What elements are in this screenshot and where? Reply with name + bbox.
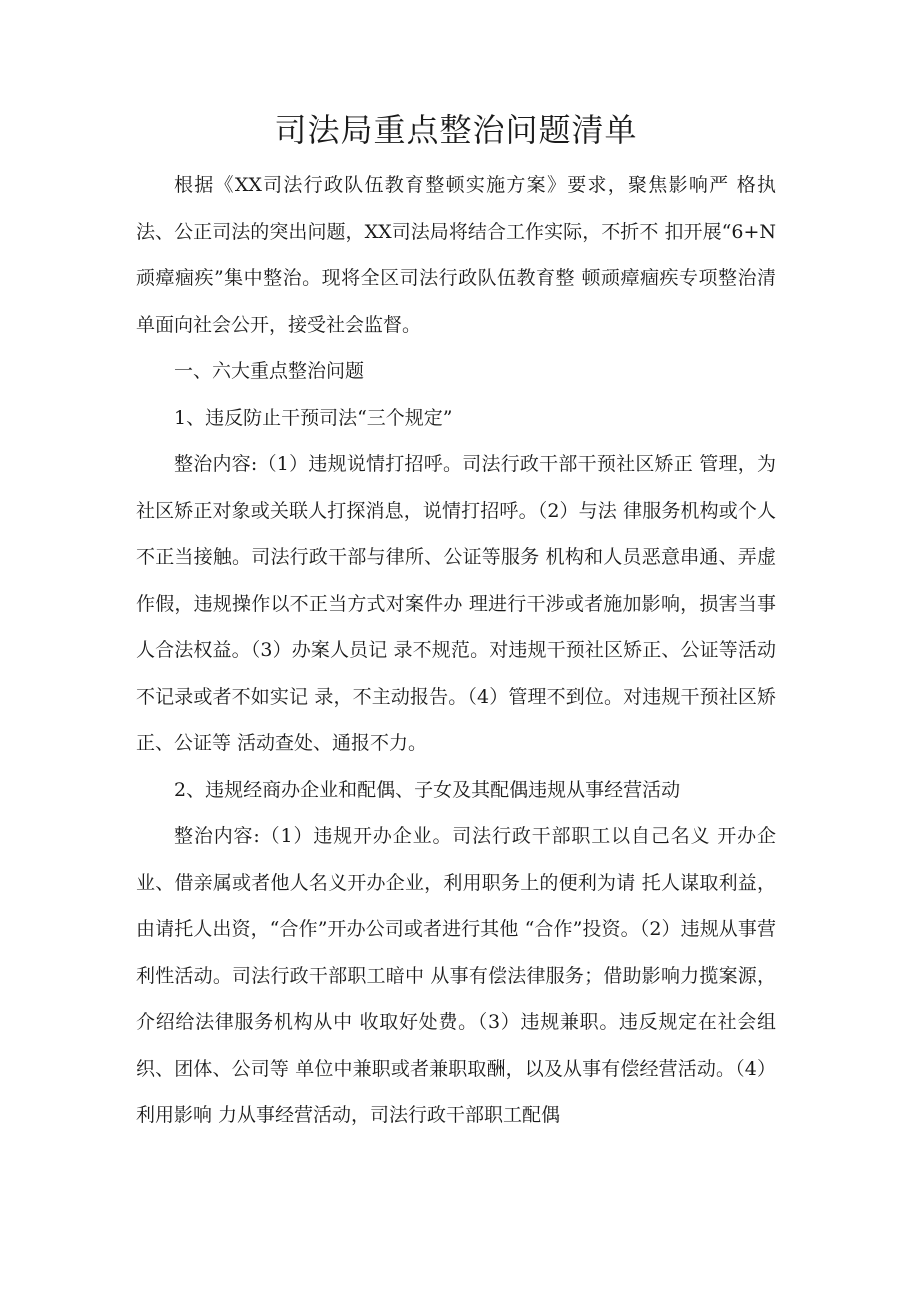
- item-2-title: 2、违规经商办企业和配偶、子女及其配偶违规从事经营活动: [174, 778, 681, 801]
- document-page: [136, 110, 776, 1139]
- document-title: 司法局重点整治问题清单: [274, 111, 638, 149]
- item-2-content: 整治内容:（1）违规开办企业。司法行政干部职工以自己名义 开办企业、借亲属或者他人名义开办企业，利用职务上的便利为请 托人谋取利益，由请托人出资，“合作”开办公司或者进行其他 “合作”投资。（2）违规从事营利性活动。司法行政干部职工暗中 从事有偿法律服务；借助影响力揽案源，介绍给法律服务机构从中 收取好处费。（3）违规兼职。违反规定在社会组织、团体、公司等 单位中兼职或者兼职取酬，以及从事有偿经营活动。（4）利用影响 力从事经营活动，司法行政干部职工配偶: [136, 825, 776, 1126]
- intro-paragraph: 根据《XX司法行政队伍教育整顿实施方案》要求，聚焦影响严 格执法、公正司法的突出问题，XX司法局将结合工作实际，不折不 扣开展“6+N顽瘴痼疾”集中整治。现将全区司法行政队伍教育整 顿顽瘴痼疾专项整治清单面向社会公开，接受社会监督。: [136, 174, 776, 336]
- item-1-content: 整治内容:（1）违规说情打招呼。司法行政干部干预社区矫正 管理，为社区矫正对象或关联人打探消息，说情打招呼。（2）与法 律服务机构或个人不正当接触。司法行政干部与律所、公证等服务 机构和人员恶意串通、弄虚作假，违规操作以不正当方式对案件办 理进行干涉或者施加影响，损害当事人合法权益。（3）办案人员记 录不规范。对违规干预社区矫正、公证等活动不记录或者不如实记 录，不主动报告。（4）管理不到位。对违规干预社区矫正、公证等 活动查处、通报不力。: [136, 453, 776, 754]
- item-1-title: 1、违反防止干预司法“三个规定”: [174, 406, 453, 429]
- section-heading: 一、六大重点整治问题: [174, 360, 365, 382]
